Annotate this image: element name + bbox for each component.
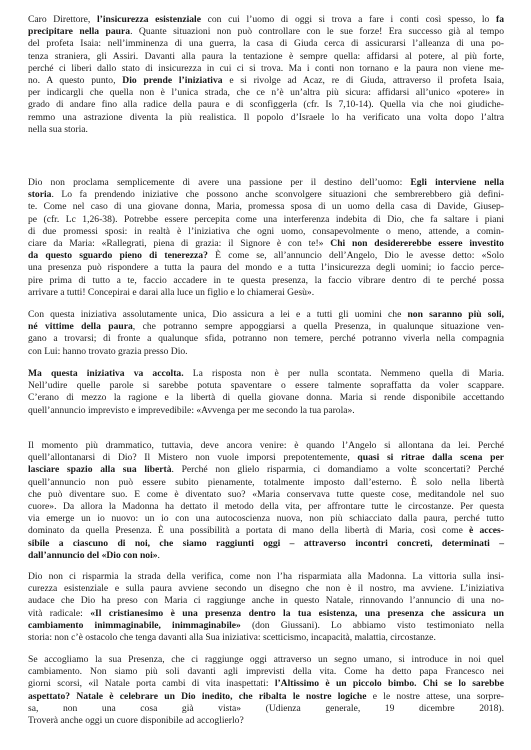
paragraph: [28, 177, 504, 299]
text-line: [28, 51, 504, 63]
text-line: [28, 477, 504, 489]
text-run: Se accogliamo la sua Presenza, che ci raggiunge oggi attraverso un segno umano, si introduce in noi quel: [28, 654, 504, 665]
text-run: per indicargli che quella non è l’unica strada, che ce n’è un’altra più sicura: affidarsi all’unico «potere» in: [28, 87, 504, 99]
bold-text: «Il cristianesimo è una presenza dentro la tua esistenza, una presenza che assicura un: [90, 607, 504, 619]
paragraph: [28, 368, 504, 417]
text-run: remmo una astrazione diventa la più realistica. Il popolo d’Israele lo ha verificato una volta dopo l’altra: [28, 111, 504, 123]
text-line: [28, 620, 504, 632]
text-run: di due promessi sposi: in realtà è l’iniziativa che ogni uomo, consapevolmente o meno, attende, a comin-: [28, 225, 504, 237]
text-run: che può diventare suo. E come è diventato suo? «Maria conservava tutte queste cose, meditandole nel suo: [28, 488, 504, 500]
text-run: Nell’udire quelle parole si sarebbe potuta spaventare o essere talmente sopraffatta da voler scappare.: [28, 380, 504, 392]
text-line: [28, 538, 504, 550]
text-line: [28, 595, 504, 607]
bold-text: precipitare nella paura: [28, 26, 131, 38]
text-line: [28, 368, 504, 380]
text-line: [28, 513, 504, 525]
text-run: pire prima di tutto a te, faccio accadere in te questa presenza, la faccio vibrare dentro di te perché possa: [28, 274, 504, 286]
text-line: [28, 201, 504, 213]
bold-text: lasciare spazio alla sua libertà: [28, 464, 172, 476]
text-line: [28, 177, 504, 189]
text-run: gano a trovarsi; di fronte a qualunque sfida, potranno non temere, perché potranno viverla nella compagnia: [28, 333, 504, 345]
text-line: [28, 654, 504, 666]
text-line: [28, 525, 504, 537]
text-line: [28, 75, 504, 87]
text-line: [28, 715, 504, 727]
text-run: quell’annuncio imprevisto e imprevedibile: «Avvenga per me secondo la tua parola».: [28, 404, 355, 416]
text-run: pe (cfr. Lc 1,26-38). Potrebbe essere percepita come una interferenza indebita di Dio, che fa saltare i piani: [28, 213, 504, 225]
text-line: [28, 583, 504, 595]
bold-text: né vittime della paura: [28, 321, 133, 333]
text-run: audace che Dio ha preso con Maria ci raggiunge anche in questo Natale, rinnovando l’annuncio di una no-: [28, 595, 504, 607]
text-run: curezza esistenziale e sulla paura avviene secondo un disegno che non è il nostro, ma avviene. L’iniziativa: [28, 583, 504, 595]
text-run: . Quante situazioni non può controllare con le sue forze! Era successo già al tempo: [130, 26, 504, 38]
text-line: [28, 99, 504, 111]
bold-text: Chi non desidererebbe essere investito: [330, 238, 504, 250]
bold-text: l’Altissimo è un piccolo bimbo. Chi se lo sarebbe: [274, 678, 504, 690]
text-run: (don Giussani). Lo abbiamo visto testimoniato nella: [240, 619, 504, 631]
text-run: . Perché non glielo risparmia, ci domandiamo a volte sconcertati? Perché: [171, 464, 505, 476]
paragraph: [28, 14, 504, 136]
text-run: quell’allontanarsi di Dio? Il Mistero non vuole imporsi prepotentemente,: [28, 452, 358, 464]
text-run: una presenza può rispondere a tutta la paura del mondo e a tutta l’insicurezza degli uomini; io faccio perce-: [28, 262, 504, 274]
text-run: dominato da quella Presenza. È una possibilità a portata di mano della libertà di Maria, così come: [28, 525, 470, 537]
text-run: perché ci liberi dallo stato di insicurezza in cui ci si trova. Ma i conti non tornano e la paura non viene me-: [28, 62, 504, 74]
text-run: La risposta non è per nulla scontata. Nemmeno quella di Maria.: [183, 368, 505, 379]
text-line: [28, 405, 504, 417]
text-run: con cui l’uomo di oggi si trova a fare i conti così spesso, lo: [200, 14, 496, 25]
text-run: .: [157, 549, 160, 561]
text-line: [28, 333, 504, 345]
text-run: Il momento più drammatico, tuttavia, deve ancora venire: è quando l’Angelo si allontana da lei. Perché: [28, 440, 504, 451]
text-line: [28, 63, 504, 75]
text-line: [28, 238, 504, 250]
bold-text: fa: [496, 14, 504, 25]
text-run: arrivare a tutti! Concepirai e darai alla luce un figlio e lo chiamerai Gesù».: [28, 286, 315, 298]
text-line: [28, 262, 504, 274]
text-run: grado di andare fino alla radice della paura e di sconfiggerla (cfr. Is 7,10-14). Quella via che noi giudiche-: [28, 99, 504, 111]
text-run: ciare da Maria: «Rallegrati, piena di grazia: il Signore è con te!»: [28, 238, 331, 250]
text-line: [28, 666, 504, 678]
text-line: [28, 380, 504, 392]
text-line: [28, 452, 504, 464]
text-run: C’erano di mezzo la ragione e la libertà di quella giovane donna. Maria si rende disponibile accettando: [28, 392, 504, 404]
text-run: via emerge un io nuovo: un io con una autocoscienza nuova, non più schiacciato dalla paura, perché tutto: [28, 513, 504, 525]
text-line: [28, 632, 504, 644]
text-run: , che potranno sempre appoggiarsi a quella Presenza, in qualunque situazione ven-: [132, 321, 504, 333]
bold-text: da questo sguardo pieno di tenerezza?: [28, 250, 208, 262]
bold-text: non saranno più soli,: [407, 309, 504, 320]
paragraph: [28, 309, 504, 358]
bold-text: Ma questa iniziativa va accolta.: [28, 368, 184, 379]
bold-text: Dio prende l’iniziativa: [122, 75, 223, 87]
text-line: [28, 112, 504, 124]
bold-text: sibile a ciascuno di noi, che siamo raggiunti oggi – attraverso incontri concreti, determinati –: [28, 537, 504, 549]
text-line: [28, 392, 504, 404]
text-run: storia: non c’è ostacolo che tenga davanti alla Sua iniziativa: scetticismo, incapacità, malattia, circostanze.: [28, 632, 436, 644]
text-run: Dio non ci risparmia la strada della verifica, come non l’ha risparmiata alla Madonna. La vittoria sulla insi-: [28, 571, 504, 582]
text-run: con Lui: hanno trovato grazia presso Dio.: [28, 345, 188, 357]
bold-text: storia: [28, 189, 52, 201]
text-line: [28, 440, 504, 452]
paragraph: [28, 654, 504, 727]
text-line: [28, 346, 504, 358]
text-run: Con questa iniziativa assolutamente unica, Dio assicura a lei e a tutti gli uomini che: [28, 309, 408, 320]
text-line: [28, 287, 504, 299]
text-line: [28, 489, 504, 501]
text-line: [28, 26, 504, 38]
paragraph: [28, 440, 504, 562]
text-line: [28, 550, 504, 562]
text-run: . Lo fa prendendo iniziative che possono anche sconvolgere situazioni che sembrerebbero già defini-: [51, 189, 504, 201]
text-run: È come se, all’annuncio dell’Angelo, Dio le avesse detto: «Solo: [207, 250, 504, 262]
text-run: e si rivolge ad Acaz, re di Giuda, attraverso il profeta Isaia,: [222, 75, 504, 87]
text-line: [28, 214, 504, 226]
text-run: quell’annuncio non può essere subito pienamente, totalmente imposto dall’esterno. È solo nella libertà: [28, 476, 504, 488]
text-run: cambiamento. Non siamo più soli davanti agli imprevisti della vita. Come ha detto papa Francesco nei: [28, 666, 504, 678]
paragraph: [28, 571, 504, 644]
text-line: [28, 321, 504, 333]
text-line: [28, 124, 504, 136]
text-run: nella sua storia.: [28, 123, 88, 135]
text-line: [28, 14, 504, 26]
bold-text: aspettato? Natale è celebrare un Dio inedito, che ribalta le nostre logiche: [28, 690, 367, 702]
text-run: Troverà anche oggi un cuore disponibile ad accoglierlo?: [28, 715, 244, 727]
text-line: [28, 691, 504, 703]
text-line: [28, 309, 504, 321]
bold-text: cambiamento inimmaginabile, inimmaginabile»: [28, 619, 241, 631]
bold-text: è acces-: [469, 525, 504, 537]
text-run: del profeta Isaia: nell’imminenza di una guerra, la casa di Giuda cerca di assicurarsi l’alleanza di una po-: [28, 38, 504, 50]
text-line: [28, 38, 504, 50]
text-run: tenza straniera, gli Assiri. Davanti alla paura la tentazione è sempre quella: affidarsi al potere, al più forte,: [28, 50, 504, 62]
bold-text: dall’annuncio del «Dio con noi»: [28, 549, 158, 561]
text-run: te. Come nel caso di una giovane donna, Maria, promessa sposa di un uomo della casa di Davide, Giusep-: [28, 201, 504, 213]
text-line: [28, 501, 504, 513]
text-line: [28, 608, 504, 620]
text-line: [28, 275, 504, 287]
text-run: vità radicale:: [28, 607, 91, 619]
text-run: e le nostre attese, una sorpre-: [366, 690, 504, 702]
text-line: [28, 703, 504, 715]
text-run: cuore». Da allora la Madonna ha dettato il metodo della vita, per affrontare tutte le circostanze. Per questa: [28, 501, 504, 513]
text-run: sa, non una cosa già vista» (Udienza generale, 19 dicembre 2018).: [28, 702, 504, 714]
text-line: [28, 250, 504, 262]
text-run: Caro Direttore,: [28, 14, 97, 25]
text-line: [28, 87, 504, 99]
bold-text: Egli interviene nella: [410, 177, 504, 188]
text-line: [28, 571, 504, 583]
text-run: no. A questo punto,: [28, 75, 123, 87]
text-run: Dio non proclama semplicemente di avere una passione per il destino dell’uomo:: [28, 177, 411, 188]
bold-text: l’insicurezza esistenziale: [96, 14, 201, 25]
text-line: [28, 189, 504, 201]
text-run: giorni scorsi, «il Natale porta cambi di vita inaspettati:: [28, 678, 275, 690]
text-line: [28, 678, 504, 690]
text-line: [28, 226, 504, 238]
bold-text: quasi si ritrae dalla scena per: [357, 452, 504, 464]
text-line: [28, 464, 504, 476]
